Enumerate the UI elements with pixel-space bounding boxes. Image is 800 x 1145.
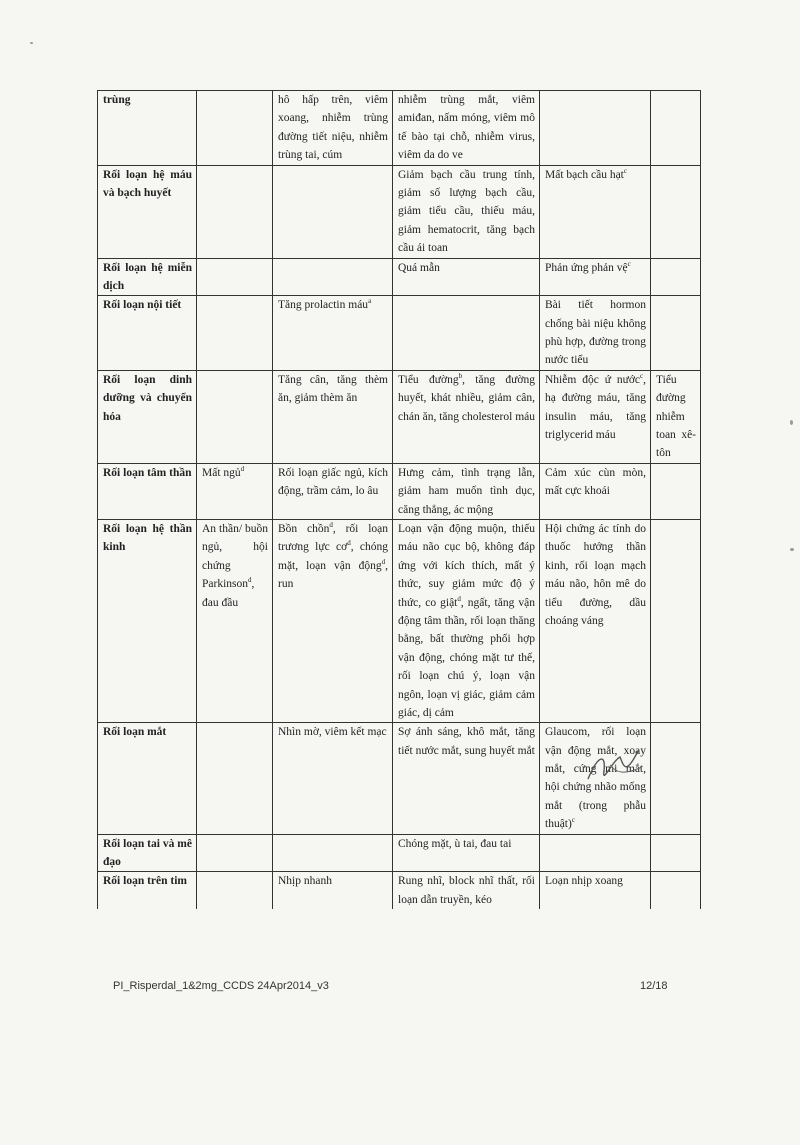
very-common-cell: An thần/ buồn ngủ, hội chứng Parkinson$^d$, đau đầu bbox=[197, 519, 273, 722]
table-row bbox=[98, 258, 701, 296]
very-common-cell: Mất ngủ$^d$ bbox=[197, 463, 273, 519]
common-cell: hô hấp trên, viêm xoang, nhiễm trùng đường tiết niệu, nhiễm trùng tai, cúm bbox=[273, 91, 393, 166]
category-cell: trùng bbox=[98, 91, 197, 166]
uncommon-cell: Tiểu đường$^b$, tăng đường huyết, khát nhiều, giảm cân, chán ăn, tăng cholesterol máu bbox=[393, 370, 540, 463]
footnote-marker: d bbox=[381, 557, 386, 566]
category-cell: Rối loạn tai và mê đạo bbox=[98, 834, 197, 872]
uncommon-cell: Quá mẫn bbox=[393, 258, 540, 296]
scan-speck bbox=[790, 548, 794, 551]
scan-speck bbox=[30, 42, 33, 44]
uncommon-cell: Hưng cảm, tình trạng lẫn, giảm ham muốn tình dục, căng thẳng, ác mộng bbox=[393, 463, 540, 519]
very-rare-cell: Tiểu đường nhiễm toan xê-tôn bbox=[651, 370, 701, 463]
common-cell: Bồn chồn$^d$, rối loạn trương lực $cơ^d$, chóng mặt, loạn vận động$^d$, run bbox=[273, 519, 393, 722]
table-row bbox=[98, 872, 701, 909]
rare-cell: Phản ứng phản vệ$^c$ bbox=[540, 258, 651, 296]
footnote-marker: d bbox=[329, 521, 333, 530]
category-cell: Rối loạn tâm thần bbox=[98, 463, 197, 519]
rare-cell bbox=[540, 834, 651, 872]
very-rare-cell bbox=[651, 258, 701, 296]
footnote-marker: d bbox=[347, 539, 351, 548]
very-common-cell bbox=[197, 723, 273, 834]
rare-cell: Loạn nhịp xoang bbox=[540, 872, 651, 909]
rare-cell: Hội chứng ác tính do thuốc hướng thần kinh, rối loạn mạch máu não, hôn mê do tiểu đường, dầu choáng váng bbox=[540, 519, 651, 722]
uncommon-cell: nhiễm trùng mắt, viêm amiđan, nấm móng, viêm mô tế bào tại chỗ, nhiễm virus, viêm da do ve bbox=[393, 91, 540, 166]
footnote-marker: c bbox=[640, 372, 644, 381]
common-cell: Nhìn mờ, viêm kết mạc bbox=[273, 723, 393, 834]
very-rare-cell bbox=[651, 165, 701, 258]
category-cell: Rối loạn dinh dưỡng và chuyển hóa bbox=[98, 370, 197, 463]
very-rare-cell bbox=[651, 463, 701, 519]
common-cell: Tăng cân, tăng thèm ăn, giảm thèm ăn bbox=[273, 370, 393, 463]
table-row bbox=[98, 296, 701, 371]
very-rare-cell bbox=[651, 296, 701, 371]
very-rare-cell bbox=[651, 872, 701, 909]
table-row bbox=[98, 834, 701, 872]
table-row bbox=[98, 463, 701, 519]
rare-cell: Cảm xúc cùn mòn, mất cực khoái bbox=[540, 463, 651, 519]
very-common-cell bbox=[197, 165, 273, 258]
common-cell bbox=[273, 258, 393, 296]
very-common-cell bbox=[197, 872, 273, 909]
footnote-marker: d bbox=[248, 576, 252, 585]
footnote-marker: a bbox=[368, 297, 372, 306]
table-row bbox=[98, 91, 701, 166]
very-rare-cell bbox=[651, 834, 701, 872]
table-row bbox=[98, 370, 701, 463]
scan-speck bbox=[790, 420, 793, 425]
rare-cell: Glaucom, rối loạn vận động mắt, xoay mắt, cứng mi mắt, hội chứng nhão mống mắt (trong phẫu thuật)$^c$ bbox=[540, 723, 651, 834]
very-common-cell bbox=[197, 296, 273, 371]
table-row bbox=[98, 165, 701, 258]
common-cell bbox=[273, 834, 393, 872]
uncommon-cell: Rung nhĩ, block nhĩ thất, rối loạn dẫn truyền, kéo bbox=[393, 872, 540, 909]
common-cell: Nhịp nhanh bbox=[273, 872, 393, 909]
uncommon-cell: Giảm bạch cầu trung tính, giảm số lượng bạch cầu, giảm tiểu cầu, thiếu máu, giảm hematocrit, tăng bạch cầu ái toan bbox=[393, 165, 540, 258]
footnote-marker: c bbox=[627, 259, 631, 268]
footnote-marker: b bbox=[458, 372, 463, 381]
footnote-marker: c bbox=[623, 166, 627, 175]
uncommon-cell: Loạn vận động muộn, thiếu máu não cục bộ, không đáp ứng với kích thích, mất ý thức, suy giảm mức độ ý thức, co giật$^d$, ngất, tăng vận động tâm thần, rối loạn thăng bằng, bất thường phối hợp vận động, chóng mặt tư thế, rối loạn chú ý, loạn vận ngôn, loạn vị giác, giảm cảm giác, dị cảm bbox=[393, 519, 540, 722]
footnote-marker: c bbox=[571, 816, 575, 825]
common-cell: Rối loạn giấc ngủ, kích động, trầm cảm, lo âu bbox=[273, 463, 393, 519]
very-rare-cell bbox=[651, 519, 701, 722]
common-cell bbox=[273, 165, 393, 258]
category-cell: Rối loạn nội tiết bbox=[98, 296, 197, 371]
category-cell: Rối loạn mắt bbox=[98, 723, 197, 834]
rare-cell bbox=[540, 91, 651, 166]
rare-cell: Bài tiết hormon chống bài niệu không phù hợp, đường trong nước tiểu bbox=[540, 296, 651, 371]
uncommon-cell: Chóng mặt, ù tai, đau tai bbox=[393, 834, 540, 872]
category-cell: Rối loạn hệ thần kinh bbox=[98, 519, 197, 722]
rare-cell: Nhiễm độc ứ nước$^c$, hạ đường máu, tăng insulin máu, tăng triglycerid máu bbox=[540, 370, 651, 463]
uncommon-cell bbox=[393, 296, 540, 371]
very-rare-cell bbox=[651, 91, 701, 166]
very-rare-cell bbox=[651, 723, 701, 834]
footer-page-number: 12/18 bbox=[640, 980, 668, 992]
footnote-marker: d bbox=[457, 594, 461, 603]
very-common-cell bbox=[197, 834, 273, 872]
very-common-cell bbox=[197, 370, 273, 463]
table-row bbox=[98, 519, 701, 722]
category-cell: Rối loạn hệ miễn dịch bbox=[98, 258, 197, 296]
common-cell: Tăng prolactin máu$^a$ bbox=[273, 296, 393, 371]
category-cell: Rối loạn hệ máu và bạch huyết bbox=[98, 165, 197, 258]
footer-document-name: PI_Risperdal_1&2mg_CCDS 24Apr2014_v3 bbox=[113, 980, 329, 992]
very-common-cell bbox=[197, 258, 273, 296]
footnote-marker: d bbox=[240, 464, 245, 473]
signature-mark bbox=[580, 745, 650, 795]
uncommon-cell: Sợ ánh sáng, khô mắt, tăng tiết nước mắt, sung huyết mắt bbox=[393, 723, 540, 834]
very-common-cell bbox=[197, 91, 273, 166]
rare-cell: Mất bạch cầu hạt$^c$ bbox=[540, 165, 651, 258]
category-cell: Rối loạn trên tim bbox=[98, 872, 197, 909]
